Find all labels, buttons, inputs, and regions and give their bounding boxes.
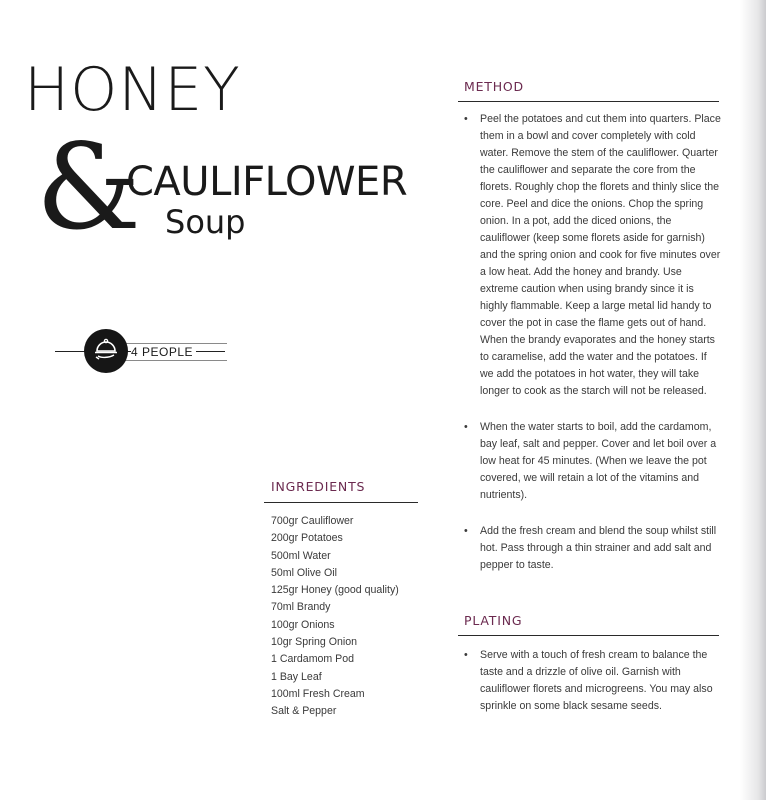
plating-list — [463, 647, 721, 715]
title-cauliflower: CAULIFLOWER — [126, 159, 408, 205]
method-rule — [458, 101, 719, 102]
ingredient-item: 1 Bay Leaf — [271, 670, 322, 683]
ingredient-item: 100ml Fresh Cream — [271, 687, 365, 700]
method-step: • Peel the potatoes and cut them into quarters. Place them in a bowl and cover completely with cold water. Remove the stem of the cauliflower. Quarter the cauliflower and separate the core from the florets. Roughly chop the florets and thinly slice the core. Peel and dice the onions. Chop the spring onion. In a pot, add the diced onions, the cauliflower (keep some florets aside for garnish) and the spring onion and cook for five minutes over a low heat. Add the honey and brandy. Use extreme caution when using brandy since it is highly flammable. Keep a large metal lid handy to cover the pot in case the flame gets out of hand. When the brandy evaporates and the honey starts to caramelise, add the water and the potatoes. If we add the potatoes in hot water, they will take longer to cook as the starch will not be released. — [463, 111, 721, 400]
title-soup: Soup — [165, 203, 246, 241]
method-heading: METHOD — [464, 79, 524, 94]
method-list — [463, 111, 721, 593]
plating-step: • Serve with a touch of fresh cream to balance the taste and a drizzle of olive oil. Garnish with cauliflower florets and microgreens. You may also sprinkle on some black sesame seeds. — [463, 647, 721, 715]
servings-rule-top — [112, 343, 227, 344]
ingredient-item: Salt & Pepper — [271, 705, 337, 718]
plating-heading: PLATING — [464, 613, 523, 628]
ingredient-item: 10gr Spring Onion — [271, 636, 357, 649]
ingredient-item: 700gr Cauliflower — [271, 515, 354, 527]
title-ampersand: & — [36, 118, 142, 256]
servings-rule-bottom — [112, 360, 227, 361]
ingredient-item: 70ml Brandy — [271, 601, 331, 614]
ingredient-item: 500ml Water — [271, 549, 331, 562]
ingredients-rule — [264, 502, 418, 503]
ingredients-list — [271, 513, 399, 721]
servings-label: 4 PEOPLE — [131, 345, 196, 359]
servings-badge — [84, 329, 128, 373]
ingredients-heading: INGREDIENTS — [271, 479, 366, 494]
serving-cloche-icon — [92, 336, 120, 366]
title-honey: HONEY — [24, 55, 241, 125]
page-spine-shadow — [740, 0, 766, 800]
plating-rule — [458, 635, 719, 636]
ingredient-item: 1 Cardamom Pod — [271, 653, 355, 666]
method-step: • Add the fresh cream and blend the soup whilst still hot. Pass through a thin strainer and add salt and pepper to taste. — [463, 523, 721, 574]
ingredient-item: 200gr Potatoes — [271, 532, 343, 545]
method-step: • When the water starts to boil, add the cardamom, bay leaf, salt and pepper. Cover and let boil over a low heat for 45 minutes. (When we leave the pot covered, we will retain a lot of the vitamins and nutrients). — [463, 419, 721, 504]
ingredient-item: 125gr Honey (good quality) — [271, 584, 399, 597]
ingredient-item: 100gr Onions — [271, 618, 335, 631]
ingredient-item: 50ml Olive Oil — [271, 566, 337, 579]
